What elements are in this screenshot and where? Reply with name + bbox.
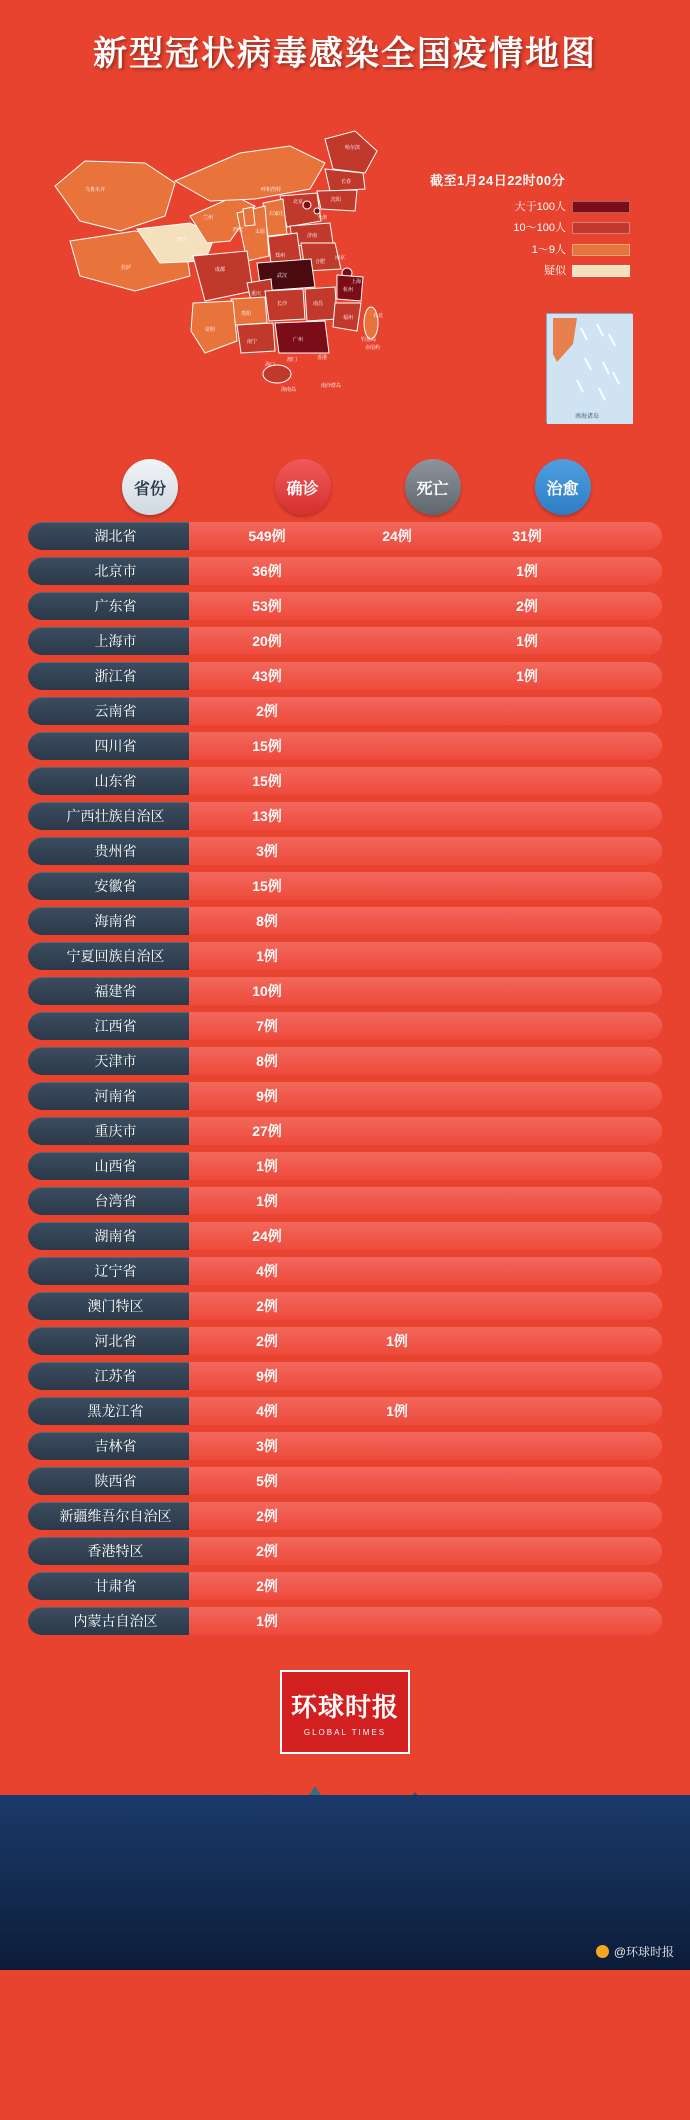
south-sea-inset-map	[546, 313, 632, 423]
value-bar	[189, 1292, 662, 1320]
header	[0, 0, 690, 85]
cell-cured: 31例	[512, 528, 542, 544]
svg-text:长春: 长春	[341, 179, 352, 185]
legend-title: 截至1月24日22时00分	[430, 173, 566, 188]
svg-text:海口: 海口	[265, 362, 276, 368]
legend-swatch-icon	[572, 265, 630, 277]
province-label: 山西省	[28, 1152, 203, 1180]
value-bar	[189, 907, 662, 935]
table-row	[28, 766, 662, 796]
province-label: 甘肃省	[28, 1572, 203, 1600]
inset-caption: 南海诸岛	[575, 413, 600, 420]
svg-text:济南: 济南	[307, 233, 318, 239]
svg-text:南沙群岛: 南沙群岛	[321, 383, 342, 389]
svg-text:赤尾屿: 赤尾屿	[365, 345, 381, 351]
cell-confirmed: 4例	[256, 1403, 278, 1419]
credit-line	[596, 1943, 674, 1960]
table-row	[28, 1151, 662, 1181]
table-row	[28, 1501, 662, 1531]
cell-confirmed: 9例	[256, 1088, 278, 1104]
cell-confirmed: 13例	[252, 808, 282, 824]
global-times-logo	[280, 1670, 410, 1754]
cell-confirmed: 15例	[252, 878, 282, 894]
value-bar	[189, 1502, 662, 1530]
province-label: 宁夏回族自治区	[28, 942, 203, 970]
svg-text:武汉: 武汉	[277, 273, 288, 279]
legend-label: 大于100人	[514, 200, 566, 213]
legend-item	[430, 242, 630, 259]
province-label: 江西省	[28, 1012, 203, 1040]
cell-confirmed: 8例	[256, 1053, 278, 1069]
svg-text:上海: 上海	[351, 279, 362, 285]
footer	[0, 1670, 690, 1970]
cell-confirmed: 1例	[256, 1158, 278, 1174]
value-bar	[189, 1397, 662, 1425]
value-bar	[189, 1117, 662, 1145]
svg-text:南昌: 南昌	[313, 301, 324, 307]
svg-text:长沙: 长沙	[277, 301, 288, 307]
table-row	[28, 1466, 662, 1496]
cell-cured: 1例	[516, 633, 538, 649]
province-label: 天津市	[28, 1047, 203, 1075]
header-slot-cured	[498, 459, 628, 515]
table-row	[28, 1396, 662, 1426]
table-row	[28, 801, 662, 831]
map-section	[0, 91, 690, 441]
column-header-province: 省份	[122, 459, 178, 515]
value-bar	[189, 1257, 662, 1285]
value-bar	[189, 732, 662, 760]
china-map	[25, 91, 425, 421]
value-bar	[189, 1187, 662, 1215]
province-label: 台湾省	[28, 1187, 203, 1215]
cell-confirmed: 15例	[252, 773, 282, 789]
cell-confirmed: 2例	[256, 1578, 278, 1594]
svg-text:澳门: 澳门	[287, 357, 298, 363]
table-row	[28, 1361, 662, 1391]
svg-text:重庆: 重庆	[251, 291, 262, 297]
province-label: 内蒙古自治区	[28, 1607, 203, 1635]
table-row	[28, 696, 662, 726]
cell-dead: 24例	[382, 528, 412, 544]
cell-confirmed: 53例	[252, 598, 282, 614]
table-row	[28, 1011, 662, 1041]
inset-map-svg	[547, 314, 633, 424]
column-header-dead: 死亡	[405, 459, 461, 515]
value-bar	[189, 1152, 662, 1180]
province-label: 云南省	[28, 697, 203, 725]
province-label: 新疆维吾尔自治区	[28, 1502, 203, 1530]
wave-illustration	[0, 1795, 690, 1970]
svg-text:南京: 南京	[335, 255, 346, 261]
svg-text:石家庄: 石家庄	[269, 211, 285, 217]
svg-text:海南岛: 海南岛	[281, 387, 297, 393]
table-row	[28, 591, 662, 621]
table-row	[28, 1536, 662, 1566]
legend-item	[430, 263, 630, 280]
value-bar	[189, 522, 662, 550]
value-bar	[189, 767, 662, 795]
svg-text:南宁: 南宁	[247, 339, 258, 345]
cell-confirmed: 549例	[248, 528, 286, 544]
table-row	[28, 556, 662, 586]
table-row	[28, 521, 662, 551]
cell-confirmed: 9例	[256, 1368, 278, 1384]
province-label: 上海市	[28, 627, 203, 655]
value-bar	[189, 1362, 662, 1390]
svg-text:拉萨: 拉萨	[121, 265, 132, 271]
value-bar	[189, 837, 662, 865]
cell-dead: 1例	[386, 1403, 408, 1419]
cell-cured: 2例	[516, 598, 538, 614]
legend-item	[430, 220, 630, 237]
value-bar	[189, 802, 662, 830]
header-slot-province	[63, 459, 238, 515]
legend-item	[430, 199, 630, 216]
cell-confirmed: 8例	[256, 913, 278, 929]
province-label: 广东省	[28, 592, 203, 620]
cell-confirmed: 24例	[252, 1228, 282, 1244]
province-label: 海南省	[28, 907, 203, 935]
cell-confirmed: 7例	[256, 1018, 278, 1034]
cell-confirmed: 2例	[256, 1298, 278, 1314]
cell-confirmed: 10例	[252, 983, 282, 999]
table-row	[28, 1186, 662, 1216]
cell-confirmed: 2例	[256, 1508, 278, 1524]
svg-text:成都: 成都	[215, 267, 226, 273]
cell-confirmed: 4例	[256, 1263, 278, 1279]
svg-text:福州: 福州	[343, 315, 354, 321]
value-bar	[189, 1432, 662, 1460]
value-bar	[189, 1327, 662, 1355]
province-label: 湖南省	[28, 1222, 203, 1250]
legend-label: 1～9人	[531, 243, 566, 256]
table-row	[28, 1221, 662, 1251]
column-header-cured: 治愈	[535, 459, 591, 515]
table-row	[28, 1116, 662, 1146]
svg-text:西宁: 西宁	[177, 237, 188, 243]
cell-confirmed: 5例	[256, 1473, 278, 1489]
value-bar	[189, 977, 662, 1005]
legend-label: 10～100人	[513, 222, 566, 234]
value-bar	[189, 872, 662, 900]
province-label: 香港特区	[28, 1537, 203, 1565]
value-bar	[189, 1467, 662, 1495]
table-row	[28, 906, 662, 936]
legend-swatch-icon	[572, 244, 630, 256]
cell-confirmed: 20例	[252, 633, 282, 649]
table-row	[28, 1081, 662, 1111]
cell-confirmed: 43例	[252, 668, 282, 684]
table-row	[28, 1606, 662, 1636]
svg-text:兰州: 兰州	[203, 215, 214, 221]
table-row	[28, 661, 662, 691]
value-bar	[189, 1222, 662, 1250]
province-label: 黑龙江省	[28, 1397, 203, 1425]
value-bar	[189, 627, 662, 655]
value-bar	[189, 557, 662, 585]
logo-english-text: GLOBAL TIMES	[303, 1728, 387, 1737]
province-label: 江苏省	[28, 1362, 203, 1390]
value-bar	[189, 1537, 662, 1565]
province-label: 广西壮族自治区	[28, 802, 203, 830]
svg-text:郑州: 郑州	[275, 253, 286, 259]
svg-text:广州: 广州	[293, 337, 304, 343]
cell-confirmed: 15例	[252, 738, 282, 754]
cell-confirmed: 2例	[256, 703, 278, 719]
svg-text:西安: 西安	[233, 227, 244, 233]
svg-text:杭州: 杭州	[343, 287, 354, 293]
table-row	[28, 1256, 662, 1286]
table-header	[0, 459, 690, 515]
svg-text:昆明: 昆明	[205, 327, 216, 333]
cell-confirmed: 27例	[252, 1123, 282, 1139]
table-row	[28, 976, 662, 1006]
cell-confirmed: 1例	[256, 1613, 278, 1629]
svg-text:台北: 台北	[373, 313, 384, 319]
cell-confirmed: 36例	[252, 563, 282, 579]
value-bar	[189, 1607, 662, 1635]
cell-confirmed: 3例	[256, 843, 278, 859]
column-header-confirmed: 确诊	[275, 459, 331, 515]
logo-chinese-text: 环球时报	[290, 1692, 399, 1722]
value-bar	[189, 592, 662, 620]
value-bar	[189, 1572, 662, 1600]
cell-confirmed: 1例	[256, 948, 278, 964]
province-label: 安徽省	[28, 872, 203, 900]
province-label: 北京市	[28, 557, 203, 585]
page-title: 新型冠状病毒感染全国疫情地图	[93, 35, 597, 73]
province-label: 贵州省	[28, 837, 203, 865]
table-row	[28, 1046, 662, 1076]
svg-text:太原: 太原	[255, 229, 266, 235]
weibo-icon	[596, 1945, 609, 1958]
cell-confirmed: 1例	[256, 1193, 278, 1209]
table-row	[28, 626, 662, 656]
table-row	[28, 1326, 662, 1356]
province-label: 山东省	[28, 767, 203, 795]
value-bar	[189, 697, 662, 725]
cell-cured: 1例	[516, 668, 538, 684]
province-label: 浙江省	[28, 662, 203, 690]
table-row	[28, 1571, 662, 1601]
legend-swatch-icon	[572, 201, 630, 213]
province-label: 澳门特区	[28, 1292, 203, 1320]
province-label: 陕西省	[28, 1467, 203, 1495]
svg-text:沈阳: 沈阳	[331, 197, 342, 203]
svg-text:呼和浩特: 呼和浩特	[261, 187, 282, 193]
svg-text:合肥: 合肥	[315, 259, 326, 265]
svg-text:钓鱼岛: 钓鱼岛	[361, 337, 377, 343]
credit-text: @环球时报	[613, 1945, 674, 1959]
svg-text:乌鲁木齐: 乌鲁木齐	[85, 187, 106, 193]
value-bar	[189, 662, 662, 690]
cell-confirmed: 2例	[256, 1543, 278, 1559]
legend-label: 疑似	[544, 265, 566, 277]
table-row	[28, 1431, 662, 1461]
value-bar	[189, 1012, 662, 1040]
value-bar	[189, 1082, 662, 1110]
cell-cured: 1例	[516, 563, 538, 579]
data-rows	[0, 521, 690, 1636]
table-row	[28, 1291, 662, 1321]
value-bar	[189, 942, 662, 970]
svg-text:北京: 北京	[293, 199, 304, 205]
province-label: 河北省	[28, 1327, 203, 1355]
svg-text:贵阳: 贵阳	[241, 311, 252, 317]
province-label: 四川省	[28, 732, 203, 760]
table-row	[28, 731, 662, 761]
map-legend	[430, 171, 630, 285]
table-row	[28, 941, 662, 971]
table-row	[28, 871, 662, 901]
table-row	[28, 836, 662, 866]
province-label: 福建省	[28, 977, 203, 1005]
cell-dead: 1例	[386, 1333, 408, 1349]
province-label: 辽宁省	[28, 1257, 203, 1285]
province-label: 河南省	[28, 1082, 203, 1110]
value-bar	[189, 1047, 662, 1075]
header-slot-confirmed	[238, 459, 368, 515]
province-label: 湖北省	[28, 522, 203, 550]
legend-swatch-icon	[572, 222, 630, 234]
svg-text:香港: 香港	[317, 355, 328, 361]
header-slot-dead	[368, 459, 498, 515]
cell-confirmed: 3例	[256, 1438, 278, 1454]
province-label: 重庆市	[28, 1117, 203, 1145]
svg-text:天津: 天津	[317, 215, 328, 221]
province-label: 吉林省	[28, 1432, 203, 1460]
svg-text:哈尔滨: 哈尔滨	[345, 145, 361, 151]
cell-confirmed: 2例	[256, 1333, 278, 1349]
